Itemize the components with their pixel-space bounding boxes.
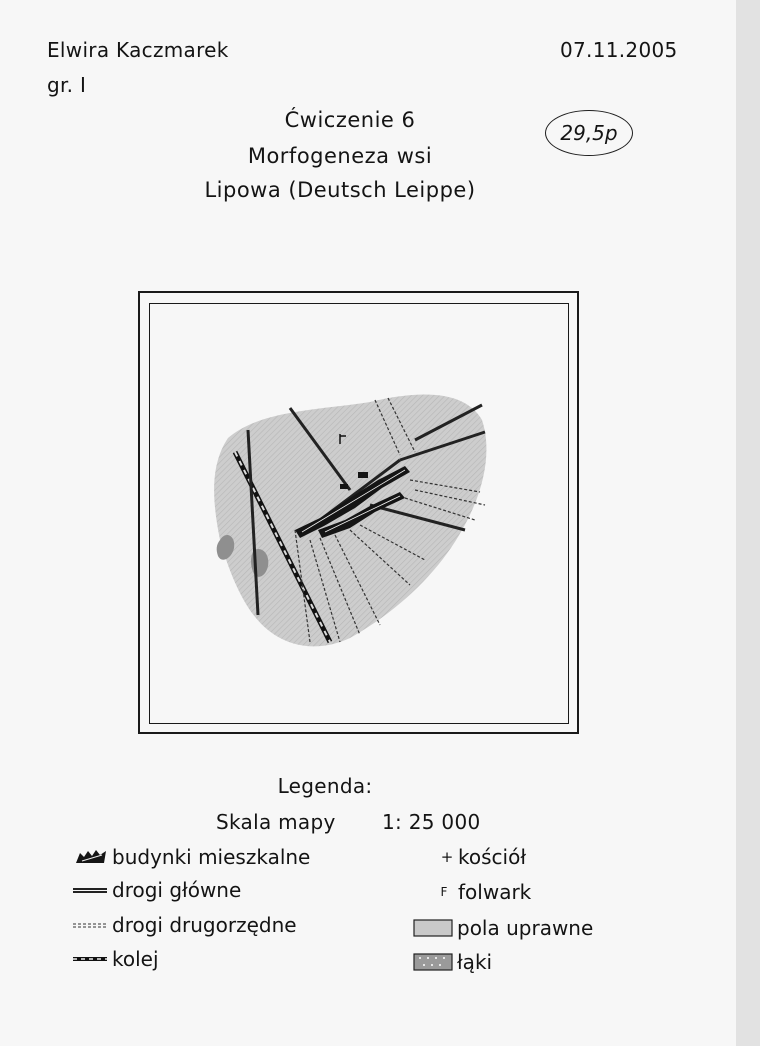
railway-icon <box>72 949 108 969</box>
farm-icon: F <box>440 885 448 899</box>
legend-label-main-roads: drogi główne <box>112 878 242 902</box>
legend-label-meadows: łąki <box>457 950 493 974</box>
church-icon: + <box>440 848 454 866</box>
legend-label-buildings: budynki mieszkalne <box>112 845 311 869</box>
village-title: Lipowa (Deutsch Leippe) <box>204 178 476 202</box>
scan-edge <box>736 0 760 1046</box>
legend-item-church <box>440 845 526 869</box>
date-label: 07.11.2005 <box>560 38 678 62</box>
legend-item-secondary-roads <box>72 913 297 937</box>
scale-label: Skala mapy <box>216 810 336 834</box>
legend-label-farm: folwark <box>458 880 532 904</box>
legend-item-meadows <box>413 950 492 974</box>
scale-value: 1: 25 000 <box>382 810 481 834</box>
legend-item-fields <box>413 916 593 940</box>
legend-label-church: kościół <box>458 845 526 869</box>
legend-item-railway <box>72 947 159 971</box>
legend-label-secondary-roads: drogi drugorzędne <box>112 913 297 937</box>
author-name: Elwira Kaczmarek <box>47 38 229 62</box>
exercise-title: Ćwiczenie 6 <box>284 108 416 132</box>
legend-item-main-roads <box>72 878 241 902</box>
meadows-icon <box>413 952 453 972</box>
legend-label-fields: pola uprawne <box>457 916 594 940</box>
legend-item-farm <box>434 880 531 904</box>
legend-item-buildings <box>74 845 310 869</box>
main-road-icon <box>72 880 108 900</box>
legend-heading: Legenda: <box>277 774 373 798</box>
group-label: gr. I <box>47 73 87 97</box>
secondary-road-icon <box>72 915 108 935</box>
village-map <box>200 380 500 660</box>
fields-icon <box>413 918 453 938</box>
subject-title: Morfogeneza wsi <box>247 144 433 168</box>
buildings-icon <box>74 847 108 867</box>
grade-stamp: 29,5p <box>545 110 633 156</box>
legend-label-railway: kolej <box>112 947 159 971</box>
